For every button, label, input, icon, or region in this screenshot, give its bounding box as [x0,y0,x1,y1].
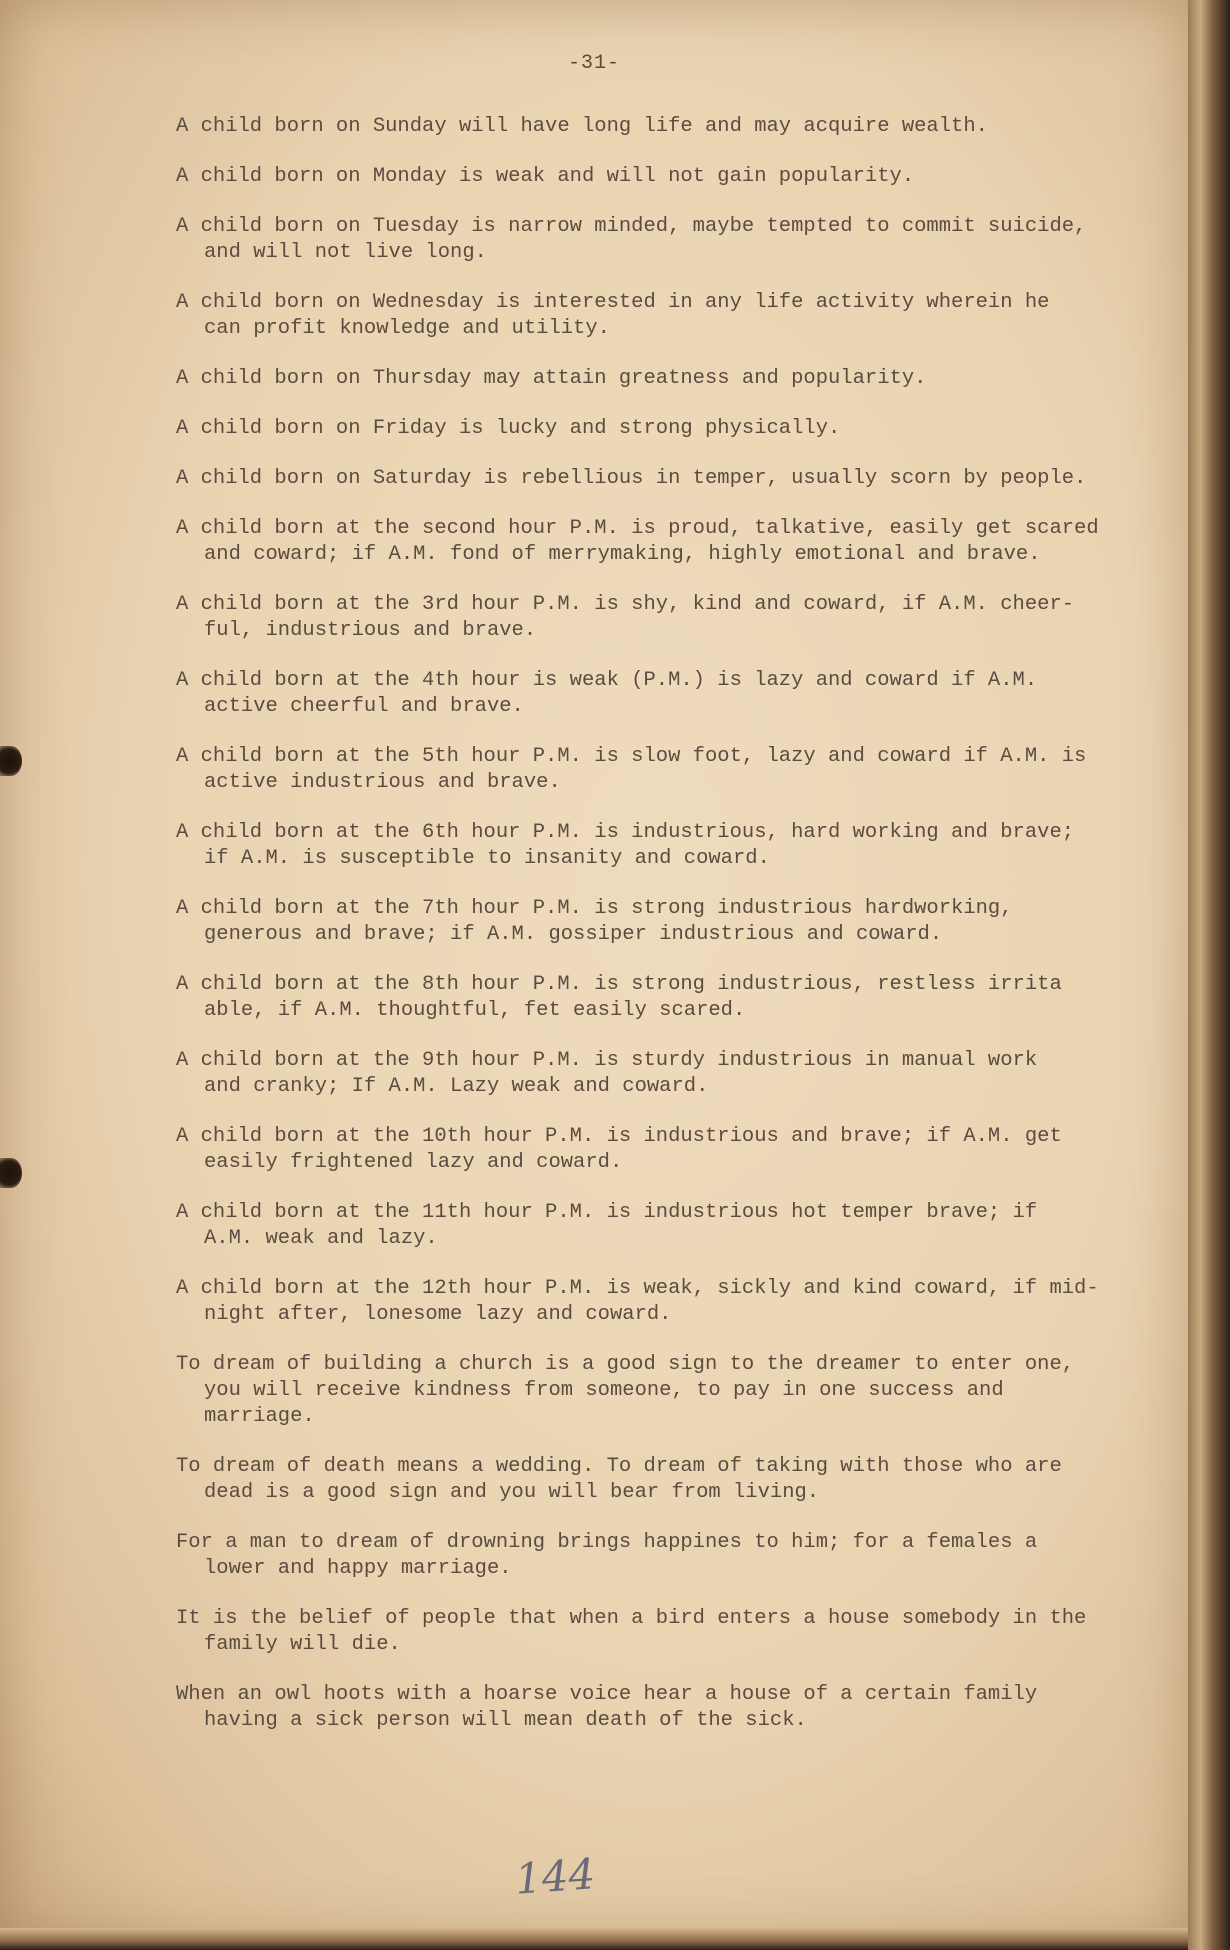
entry-paragraph [176,668,1131,720]
page-number: -31- [567,52,620,75]
entry-paragraph [176,820,1131,872]
punch-hole-bottom [0,1158,22,1188]
entry-line: family will die. [204,1633,401,1656]
entry-line: A child born at the second hour P.M. is proud, talkative, easily get scared [176,517,1099,540]
entry-line: ful, industrious and brave. [204,619,537,642]
entry-line: lower and happy marriage. [204,1557,512,1580]
entry-paragraph [176,214,1131,266]
entry-paragraph [176,466,1131,492]
entry-line: dead is a good sign and you will bear from living. [204,1481,820,1504]
entry-line: A child born at the 4th hour is weak (P.M.) is lazy and coward if A.M. [176,669,1038,692]
entry-line: A child born at the 12th hour P.M. is weak, sickly and kind coward, if mid- [176,1277,1099,1300]
entry-line: A child born on Friday is lucky and strong physically. [176,417,841,440]
entry-paragraph [176,164,1131,190]
entry-line: A child born on Monday is weak and will not gain popularity. [176,165,915,188]
entry-line: To dream of building a church is a good sign to the dreamer to enter one, [176,1353,1075,1376]
entry-line: A child born at the 9th hour P.M. is sturdy industrious in manual work [176,1049,1038,1072]
entry-line: active cheerful and brave. [204,695,524,718]
entry-line: marriage. [204,1405,315,1428]
entry-paragraph [176,592,1131,644]
entry-line: and coward; if A.M. fond of merrymaking, highly emotional and brave. [204,543,1041,566]
entry-line: if A.M. is susceptible to insanity and coward. [204,847,770,870]
entry-paragraph [176,744,1131,796]
entry-line: can profit knowledge and utility. [204,317,610,340]
page-bottom-edge [0,1928,1188,1950]
entry-paragraph [176,1454,1131,1506]
entry-line: able, if A.M. thoughtful, fet easily scared. [204,999,746,1022]
entry-line: A child born on Saturday is rebellious in temper, usually scorn by people. [176,467,1087,490]
entry-paragraph [176,1682,1131,1734]
entry-paragraph [176,1276,1131,1328]
entry-line: A child born on Wednesday is interested in any life activity wherein he [176,291,1050,314]
entry-line: A child born at the 5th hour P.M. is slow foot, lazy and coward if A.M. is [176,745,1087,768]
entry-paragraph [176,972,1131,1024]
entry-line: and cranky; If A.M. Lazy weak and coward. [204,1075,709,1098]
entry-paragraph [176,366,1131,392]
entry-line: A child born on Thursday may attain greatness and popularity. [176,367,927,390]
entry-paragraph [176,1048,1131,1100]
entry-line: having a sick person will mean death of the sick. [204,1709,807,1732]
entry-line: When an owl hoots with a hoarse voice hear a house of a certain family [176,1683,1038,1706]
entry-line: To dream of death means a wedding. To dream of taking with those who are [176,1455,1062,1478]
entry-line: For a man to dream of drowning brings happines to him; for a females a [176,1531,1038,1554]
entry-paragraph [176,416,1131,442]
entry-line: A child born at the 10th hour P.M. is industrious and brave; if A.M. get [176,1125,1062,1148]
entry-paragraph [176,1530,1131,1582]
entry-paragraph [176,896,1131,948]
entry-line: and will not live long. [204,241,487,264]
entry-line: A child born at the 11th hour P.M. is industrious hot temper brave; if [176,1201,1038,1224]
entry-line: night after, lonesome lazy and coward. [204,1303,672,1326]
entry-line: easily frightened lazy and coward. [204,1151,623,1174]
entry-line: A.M. weak and lazy. [204,1227,438,1250]
entry-line: generous and brave; if A.M. gossiper industrious and coward. [204,923,943,946]
entry-line: A child born at the 3rd hour P.M. is shy, kind and coward, if A.M. cheer- [176,593,1075,616]
typed-text-body [176,114,1131,1758]
entry-line: A child born on Sunday will have long life and may acquire wealth. [176,115,988,138]
entry-paragraph [176,1200,1131,1252]
entry-paragraph [176,1606,1131,1658]
entry-line: A child born at the 8th hour P.M. is strong industrious, restless irrita [176,973,1062,996]
entry-line: It is the belief of people that when a bird enters a house somebody in the [176,1607,1087,1630]
binding-edge [1188,0,1230,1950]
handwritten-folio-number: 144 [513,1849,597,1904]
entry-paragraph [176,1352,1131,1430]
entry-paragraph [176,1124,1131,1176]
entry-paragraph [176,114,1131,140]
entry-line: you will receive kindness from someone, to pay in one success and [204,1379,1004,1402]
entry-paragraph [176,516,1131,568]
entry-line: A child born at the 6th hour P.M. is industrious, hard working and brave; [176,821,1075,844]
punch-hole-top [0,746,22,776]
entry-line: A child born at the 7th hour P.M. is strong industrious hardworking, [176,897,1013,920]
entry-paragraph [176,290,1131,342]
entry-line: active industrious and brave. [204,771,561,794]
entry-line: A child born on Tuesday is narrow minded, maybe tempted to commit suicide, [176,215,1087,238]
